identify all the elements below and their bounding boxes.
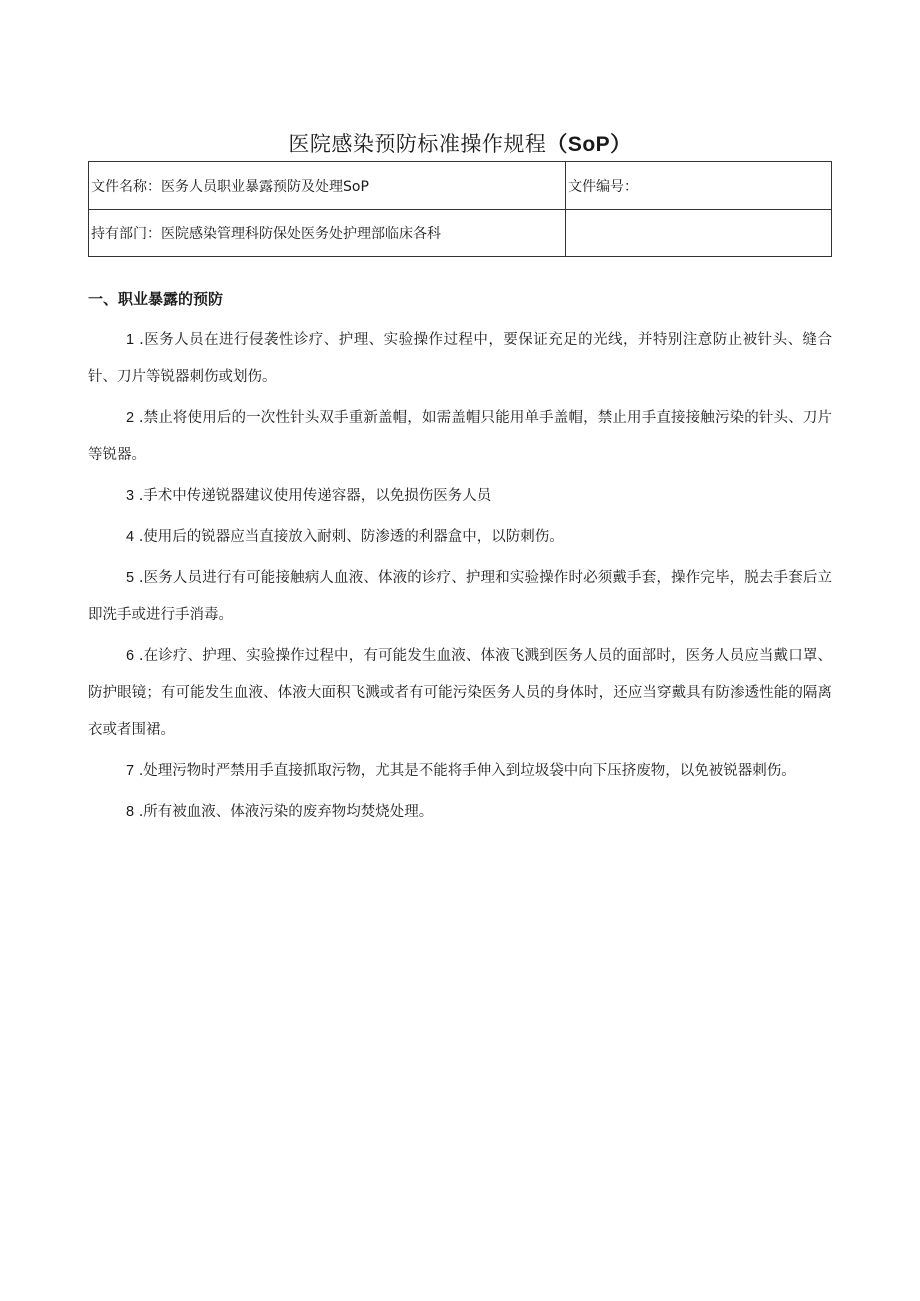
item-text: .医务人员进行有可能接触病人血液、体液的诊疗、护理和实验操作时必须戴手套，操作完毕，脱去手套后立即洗手或进行手消毒。: [88, 570, 833, 623]
prevention-items-list: [88, 322, 832, 835]
list-item: [88, 519, 832, 556]
file-name-cell: 文件名称：医务人员职业暴露预防及处理SoP: [89, 162, 566, 210]
list-item: [88, 322, 832, 396]
item-text: .禁止将使用后的一次性针头双手重新盖帽，如需盖帽只能用单手盖帽，禁止用手直接接触污染的针头、刀片等锐器。: [88, 410, 833, 463]
list-item: [88, 400, 832, 474]
list-item: [88, 638, 832, 749]
item-text: .在诊疗、护理、实验操作过程中，有可能发生血液、体液飞溅到医务人员的面部时，医务人员应当戴口罩、防护眼镜；有可能发生血液、体液大面积飞溅或者有可能污染医务人员的身体时，还应当穿戴具有防渗透性能的隔离衣或者围裙。: [88, 648, 833, 738]
item-text: .医务人员在进行侵袭性诊疗、护理、实验操作过程中，要保证充足的光线，并特别注意防止被针头、缝合针、刀片等锐器刺伤或划伤。: [88, 332, 833, 385]
department-cell: 持有部门：医院感染管理科防保处医务处护理部临床各科: [89, 210, 566, 257]
item-text: .使用后的锐器应当直接放入耐刺、防渗透的利器盒中，以防刺伤。: [138, 529, 564, 545]
section-heading: 一、职业暴露的预防: [88, 290, 224, 308]
item-number: 2: [126, 410, 135, 426]
item-number: 5: [126, 570, 135, 586]
item-number: 4: [126, 529, 135, 545]
item-number: 6: [126, 648, 135, 664]
list-item: [88, 794, 832, 831]
info-row-file: [89, 162, 832, 210]
item-text: .手术中传递锐器建议使用传递容器，以免损伤医务人员: [138, 488, 492, 504]
list-item: [88, 753, 832, 790]
item-text: .处理污物时严禁用手直接抓取污物，尤其是不能将手伸入到垃圾袋中向下压挤废物，以免被锐器刺伤。: [138, 763, 796, 779]
document-title-main: 医院感染预防标准操作规程: [288, 132, 547, 156]
file-number-cell: 文件编号：: [566, 162, 832, 210]
empty-cell: [566, 210, 832, 257]
item-number: 8: [126, 804, 135, 820]
document-info-table: [88, 161, 832, 257]
document-title: [88, 128, 832, 158]
list-item: [88, 478, 832, 515]
document-title-tag: （SoP）: [546, 133, 632, 156]
list-item: [88, 560, 832, 634]
item-number: 1: [126, 332, 135, 348]
info-row-department: [89, 210, 832, 257]
item-number: 7: [126, 763, 135, 779]
item-number: 3: [126, 488, 135, 504]
item-text: .所有被血液、体液污染的废弃物均焚烧处理。: [138, 804, 434, 820]
